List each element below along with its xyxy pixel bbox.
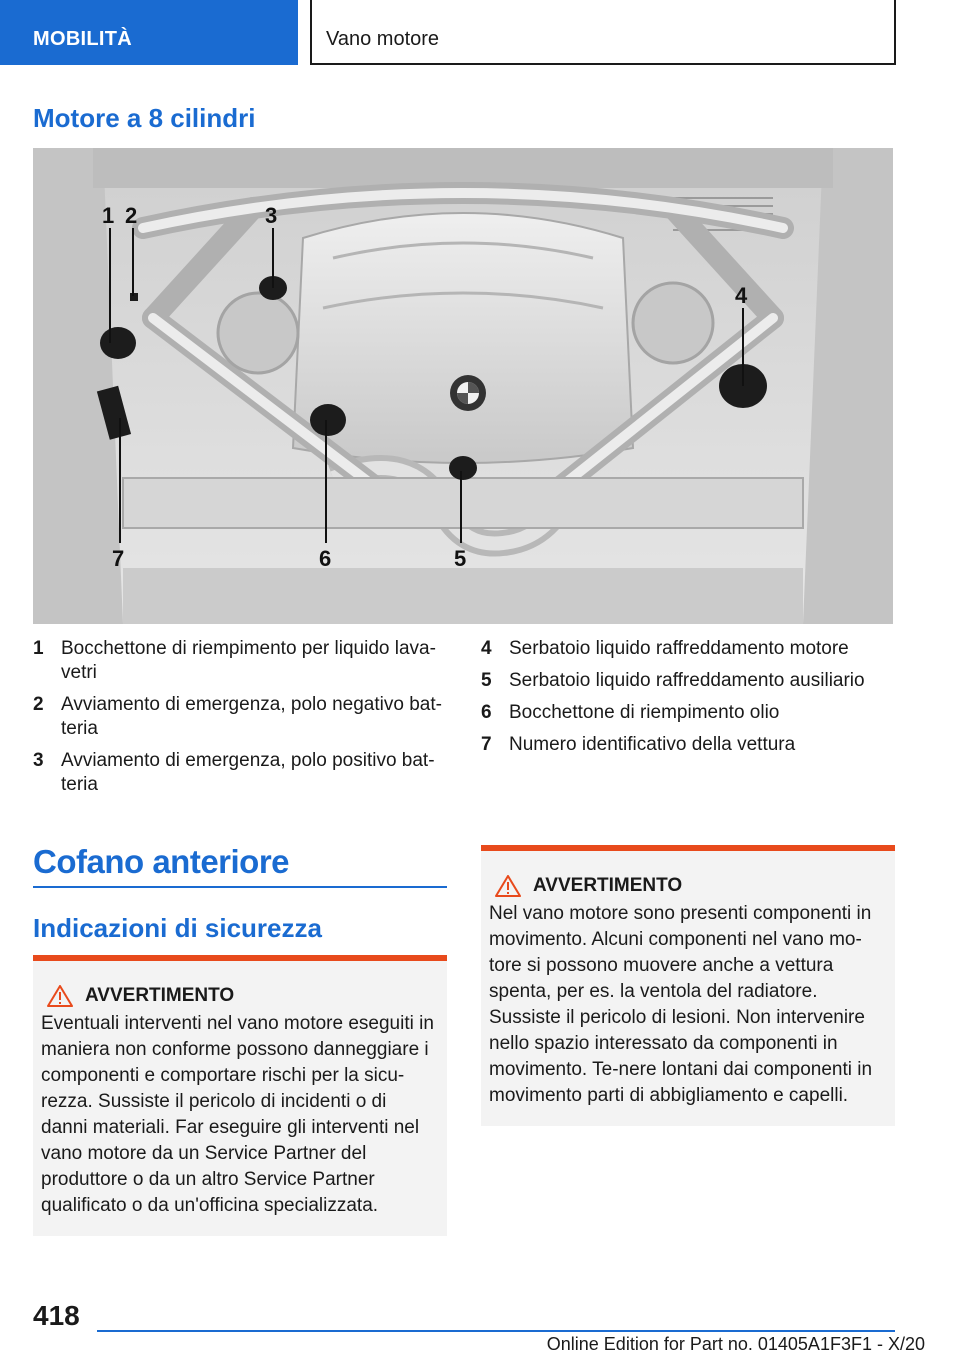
legend-num: 5	[481, 670, 492, 691]
warning-title-text: AVVERTIMENTO	[533, 875, 683, 896]
callout-7: 7	[112, 546, 125, 571]
callout-3: 3	[265, 203, 278, 228]
legend-text: Serbatoio liquido raffreddamento ausiliario	[509, 670, 865, 691]
warning-title	[489, 873, 885, 899]
legend-item	[481, 701, 901, 725]
section-label: MOBILITÀ	[33, 28, 133, 50]
warning-box	[481, 845, 895, 1126]
callout-5: 5	[454, 546, 467, 571]
callout-4: 4	[735, 283, 748, 308]
legend-text: Bocchettone di riempimento per liquido lava-vetri	[61, 638, 436, 683]
hood-heading: Cofano anteriore	[33, 843, 290, 880]
legend-text: Avviamento di emergenza, polo positivo bat-teria	[61, 750, 435, 795]
legend-num: 6	[481, 702, 492, 723]
warning-triangle-icon	[495, 875, 521, 897]
edition-text: Online Edition for Part no. 01405A1F3F1 - X/20	[546, 1334, 925, 1354]
chapter-tab	[310, 0, 896, 65]
footer-divider	[97, 1330, 895, 1332]
legend-item	[481, 637, 901, 661]
safety-subheading: Indicazioni di sicurezza	[33, 913, 322, 943]
callout-6: 6	[319, 546, 332, 571]
engine-bay-figure	[33, 148, 893, 624]
legend-item	[481, 669, 901, 693]
legend-num: 3	[33, 750, 44, 771]
engine-heading: Motore a 8 cilindri	[33, 103, 256, 133]
legend-left	[33, 637, 453, 805]
legend-item	[481, 733, 901, 757]
legend-num: 7	[481, 734, 492, 755]
legend-text: Avviamento di emergenza, polo negativo bat-teria	[61, 694, 442, 739]
warning-box	[33, 955, 447, 1236]
legend-text: Numero identificativo della vettura	[509, 734, 796, 755]
warning-title-text: AVVERTIMENTO	[85, 985, 235, 1006]
heading-divider	[33, 886, 447, 888]
chapter-label: Vano motore	[326, 28, 440, 50]
engine-bay-illustration	[33, 148, 893, 624]
warning-text: Nel vano motore sono presenti componenti in movimento. Alcuni componenti nel vano mo-tore si possono muovere anche a vettura spenta, per es. la ventola del radiatore. Sussiste il pericolo di lesioni. Non intervenire nello spazio interessato da componenti in movimento. Te-nere lontani dai componenti in movimento parti di abbigliamento e capelli.	[489, 903, 873, 1106]
legend-num: 1	[33, 638, 44, 659]
legend-item	[33, 637, 453, 685]
legend-right	[481, 637, 901, 765]
section-tab	[0, 0, 298, 65]
legend-text: Bocchettone di riempimento olio	[509, 702, 780, 723]
warning-triangle-icon	[47, 985, 73, 1007]
callout-1: 1	[102, 203, 115, 228]
callout-2: 2	[125, 203, 138, 228]
legend-text: Serbatoio liquido raffreddamento motore	[509, 638, 849, 659]
page-number: 418	[33, 1300, 80, 1331]
legend-num: 2	[33, 694, 44, 715]
warning-title	[41, 983, 437, 1009]
legend-item	[33, 693, 453, 741]
legend-item	[33, 749, 453, 797]
warning-text: Eventuali interventi nel vano motore eseguiti in maniera non conforme possono danneggiare i componenti e comportare rischi per la sicu-rezza. Sussiste il pericolo di incidenti o di danni materiali. Far eseguire gli interventi nel vano motore da un Service Partner del produttore o da un altro Service Partner qualificato o da un'officina specializzata.	[41, 1013, 434, 1216]
legend-num: 4	[481, 638, 492, 659]
